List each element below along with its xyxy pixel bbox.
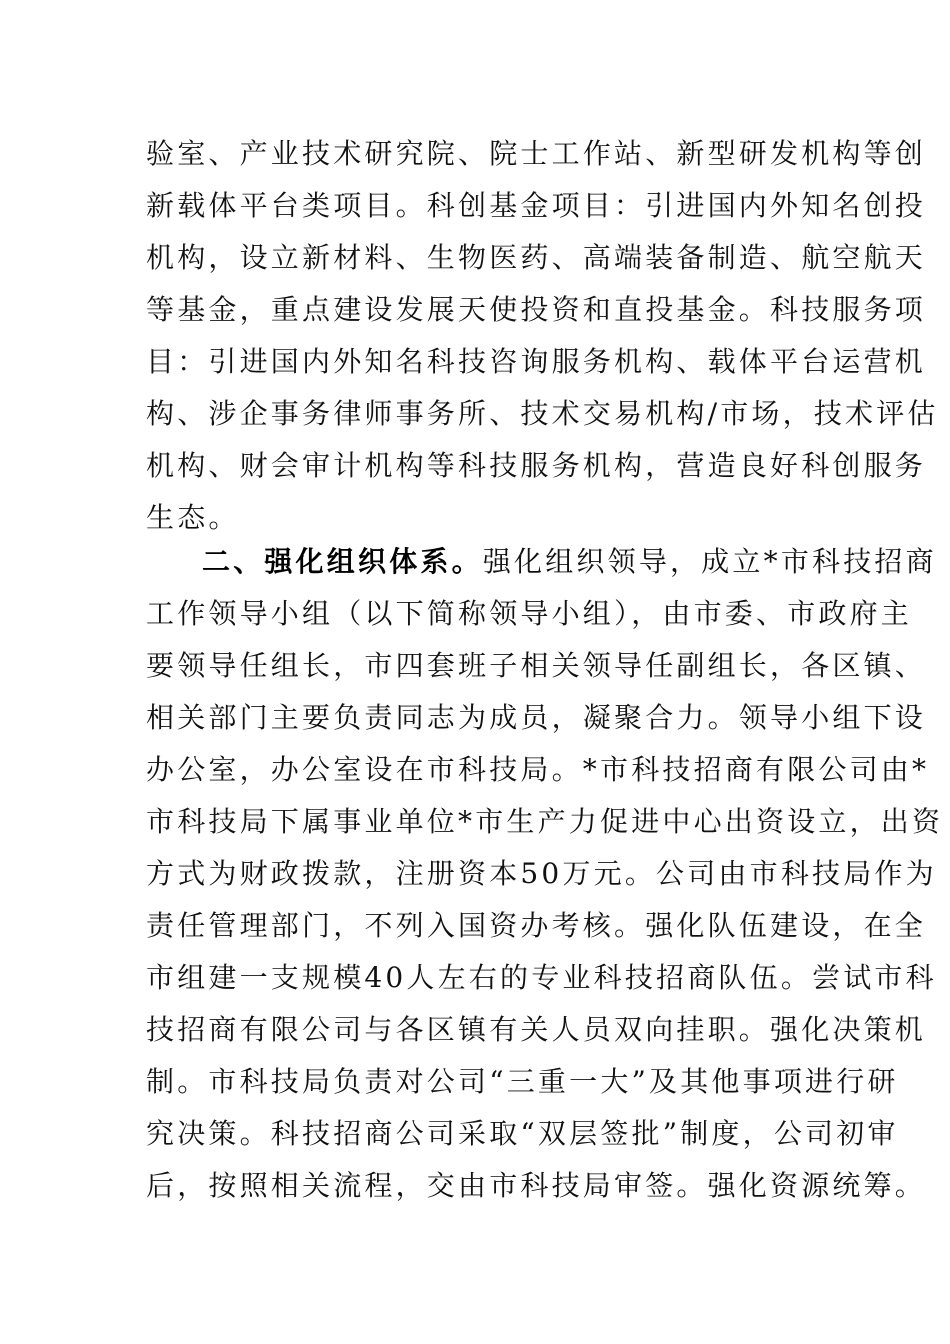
text-line: 目：引进国内外知名科技咨询服务机构、载体平台运营机 (146, 345, 927, 378)
text-line: 等基金，重点建设发展天使投资和直投基金。科技服务项 (146, 293, 927, 326)
text-line: 制。市科技局负责对公司“三重一大”及其他事项进行研 (146, 1065, 899, 1098)
text-line-first (146, 536, 937, 588)
text-line: 技招商有限公司与各区镇有关人员双向挂职。强化决策机 (146, 1013, 927, 1046)
text-line: 方式为财政拨款，注册资本50万元。公司由市科技局作为 (146, 857, 937, 890)
paragraph-platform-projects (146, 128, 939, 544)
text-line: 构、涉企事务律师事务所、技术交易机构/市场，技术评估 (146, 397, 939, 430)
paragraph-organization-system (146, 536, 944, 1212)
text-line: 生态。 (146, 501, 240, 534)
text-line: 要领导任组长，市四套班子相关领导任副组长，各区镇、 (146, 649, 927, 682)
text-line: 验室、产业技术研究院、院士工作站、新型研发机构等创 (146, 137, 927, 170)
text-line: 工作领导小组（以下简称领导小组），由市委、市政府主 (146, 597, 913, 630)
text-line: 办公室，办公室设在市科技局。*市科技招商有限公司由* (146, 753, 930, 786)
text-line: 新载体平台类项目。科创基金项目：引进国内外知名创投 (146, 189, 927, 222)
text-line: 市组建一支规模40人左右的专业科技招商队伍。尝试市科 (146, 961, 937, 994)
text-run: 强化组织领导，成立*市科技招商 (482, 545, 937, 578)
text-line: 市科技局下属事业单位*市生产力促进中心出资设立，出资 (146, 805, 944, 838)
text-line: 后，按照相关流程，交由市科技局审签。强化资源统筹。 (146, 1169, 927, 1202)
text-line: 责任管理部门，不列入国资办考核。强化队伍建设，在全 (146, 909, 927, 942)
text-line: 机构、财会审计机构等科技服务机构，营造良好科创服务 (146, 449, 927, 482)
section-heading: 二、强化组织体系。 (202, 545, 483, 578)
text-line: 究决策。科技招商公司采取“双层签批”制度，公司初审 (146, 1117, 899, 1150)
text-line: 机构，设立新材料、生物医药、高端装备制造、航空航天 (146, 241, 927, 274)
text-line: 相关部门主要负责同志为成员，凝聚合力。领导小组下设 (146, 701, 927, 734)
